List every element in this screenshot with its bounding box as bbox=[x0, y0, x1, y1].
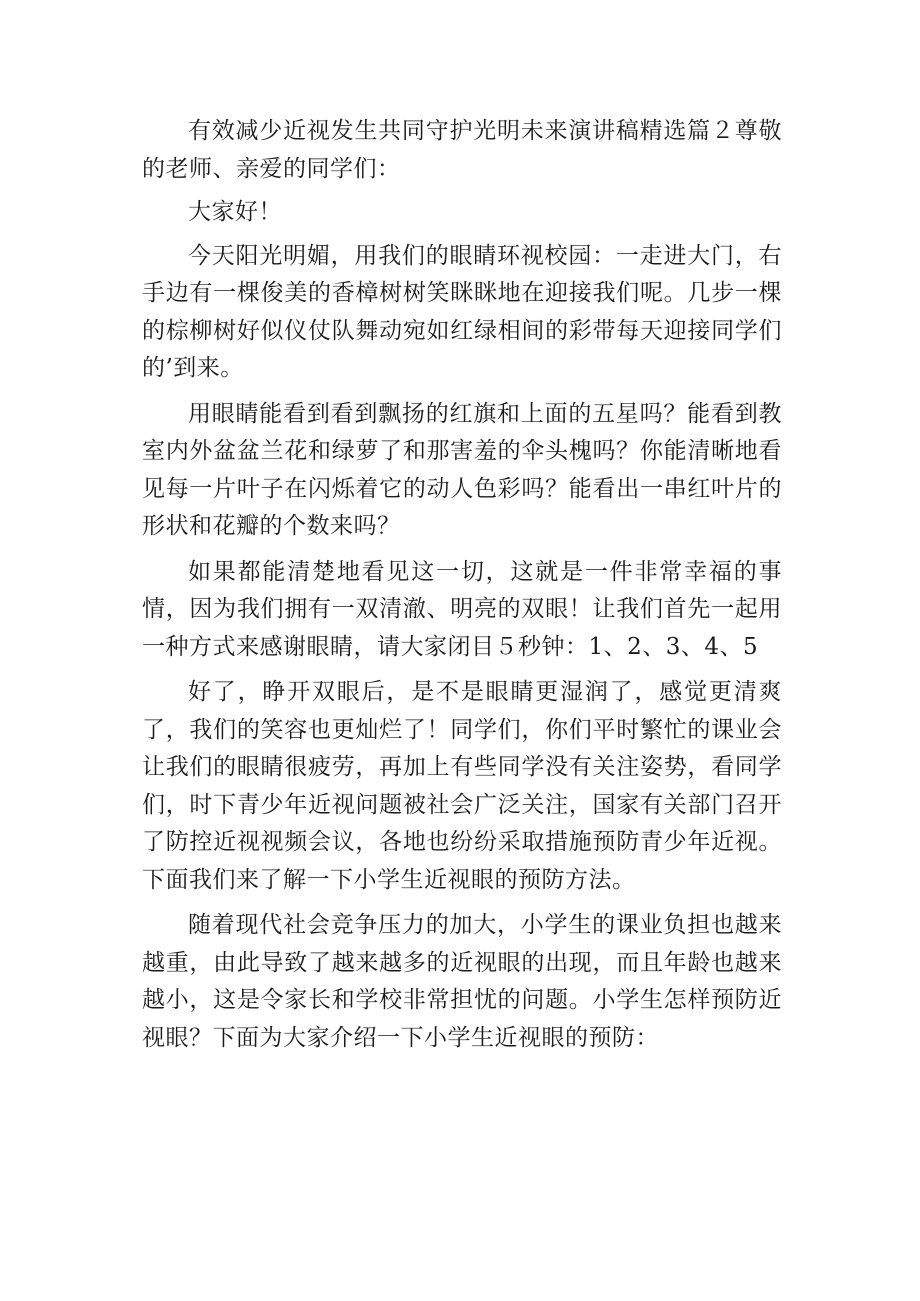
document-body bbox=[142, 113, 782, 1065]
paragraph-hello: 大家好！ bbox=[188, 199, 282, 225]
paragraph-questions: 用眼睛能看到看到飘扬的红旗和上面的五星吗？能看到教室内外盆盆兰花和绿萝了和那害羞的伞头槐吗？你能清晰地看见每一片叶子在闪烁着它的动人色彩吗？能看出一串红叶片的形状和花瓣的个数来吗？ bbox=[142, 400, 782, 539]
paragraph-title-greeting: 有效减少近视发生共同守护光明未来演讲稿精选篇２尊敬的老师、亲爱的同学们： bbox=[142, 118, 782, 182]
paragraph-campus: 今天阳光明媚，用我们的眼睛环视校园：一走进大门，右手边有一棵俊美的香樟树树笑眯眯地在迎接我们呢。几步一棵的棕柳树好似仪仗队舞动宛如红绿相间的彩带每天迎接同学们的’到来。 bbox=[142, 242, 782, 381]
paragraph-pressure: 随着现代社会竞争压力的加大，小学生的课业负担也越来越重，由此导致了越来越多的近视眼的出现，而且年龄也越来越小，这是令家长和学校非常担忧的问题。小学生怎样预防近视眼？下面为大家介绍一下小学生近视眼的预防： bbox=[142, 912, 782, 1051]
paragraph-thank-eyes: 如果都能清楚地看见这一切，这就是一件非常幸福的事情，因为我们拥有一双清澈、明亮的双眼！让我们首先一起用一种方式来感谢眼睛，请大家闭目５秒钟：1、2、3、4、5 bbox=[142, 558, 782, 660]
paragraph-open-eyes: 好了，睁开双眼后，是不是眼睛更湿润了，感觉更清爽了，我们的笑容也更灿烂了！同学们，你们平时繁忙的课业会让我们的眼睛很疲劳，再加上有些同学没有关注姿势，看同学们，时下青少年近视问题被社会广泛关注，国家有关部门召开了防控近视视频会议，各地也纷纷采取措施预防青少年近视。下面我们来了解一下小学生近视眼的预防方法。 bbox=[142, 679, 782, 893]
